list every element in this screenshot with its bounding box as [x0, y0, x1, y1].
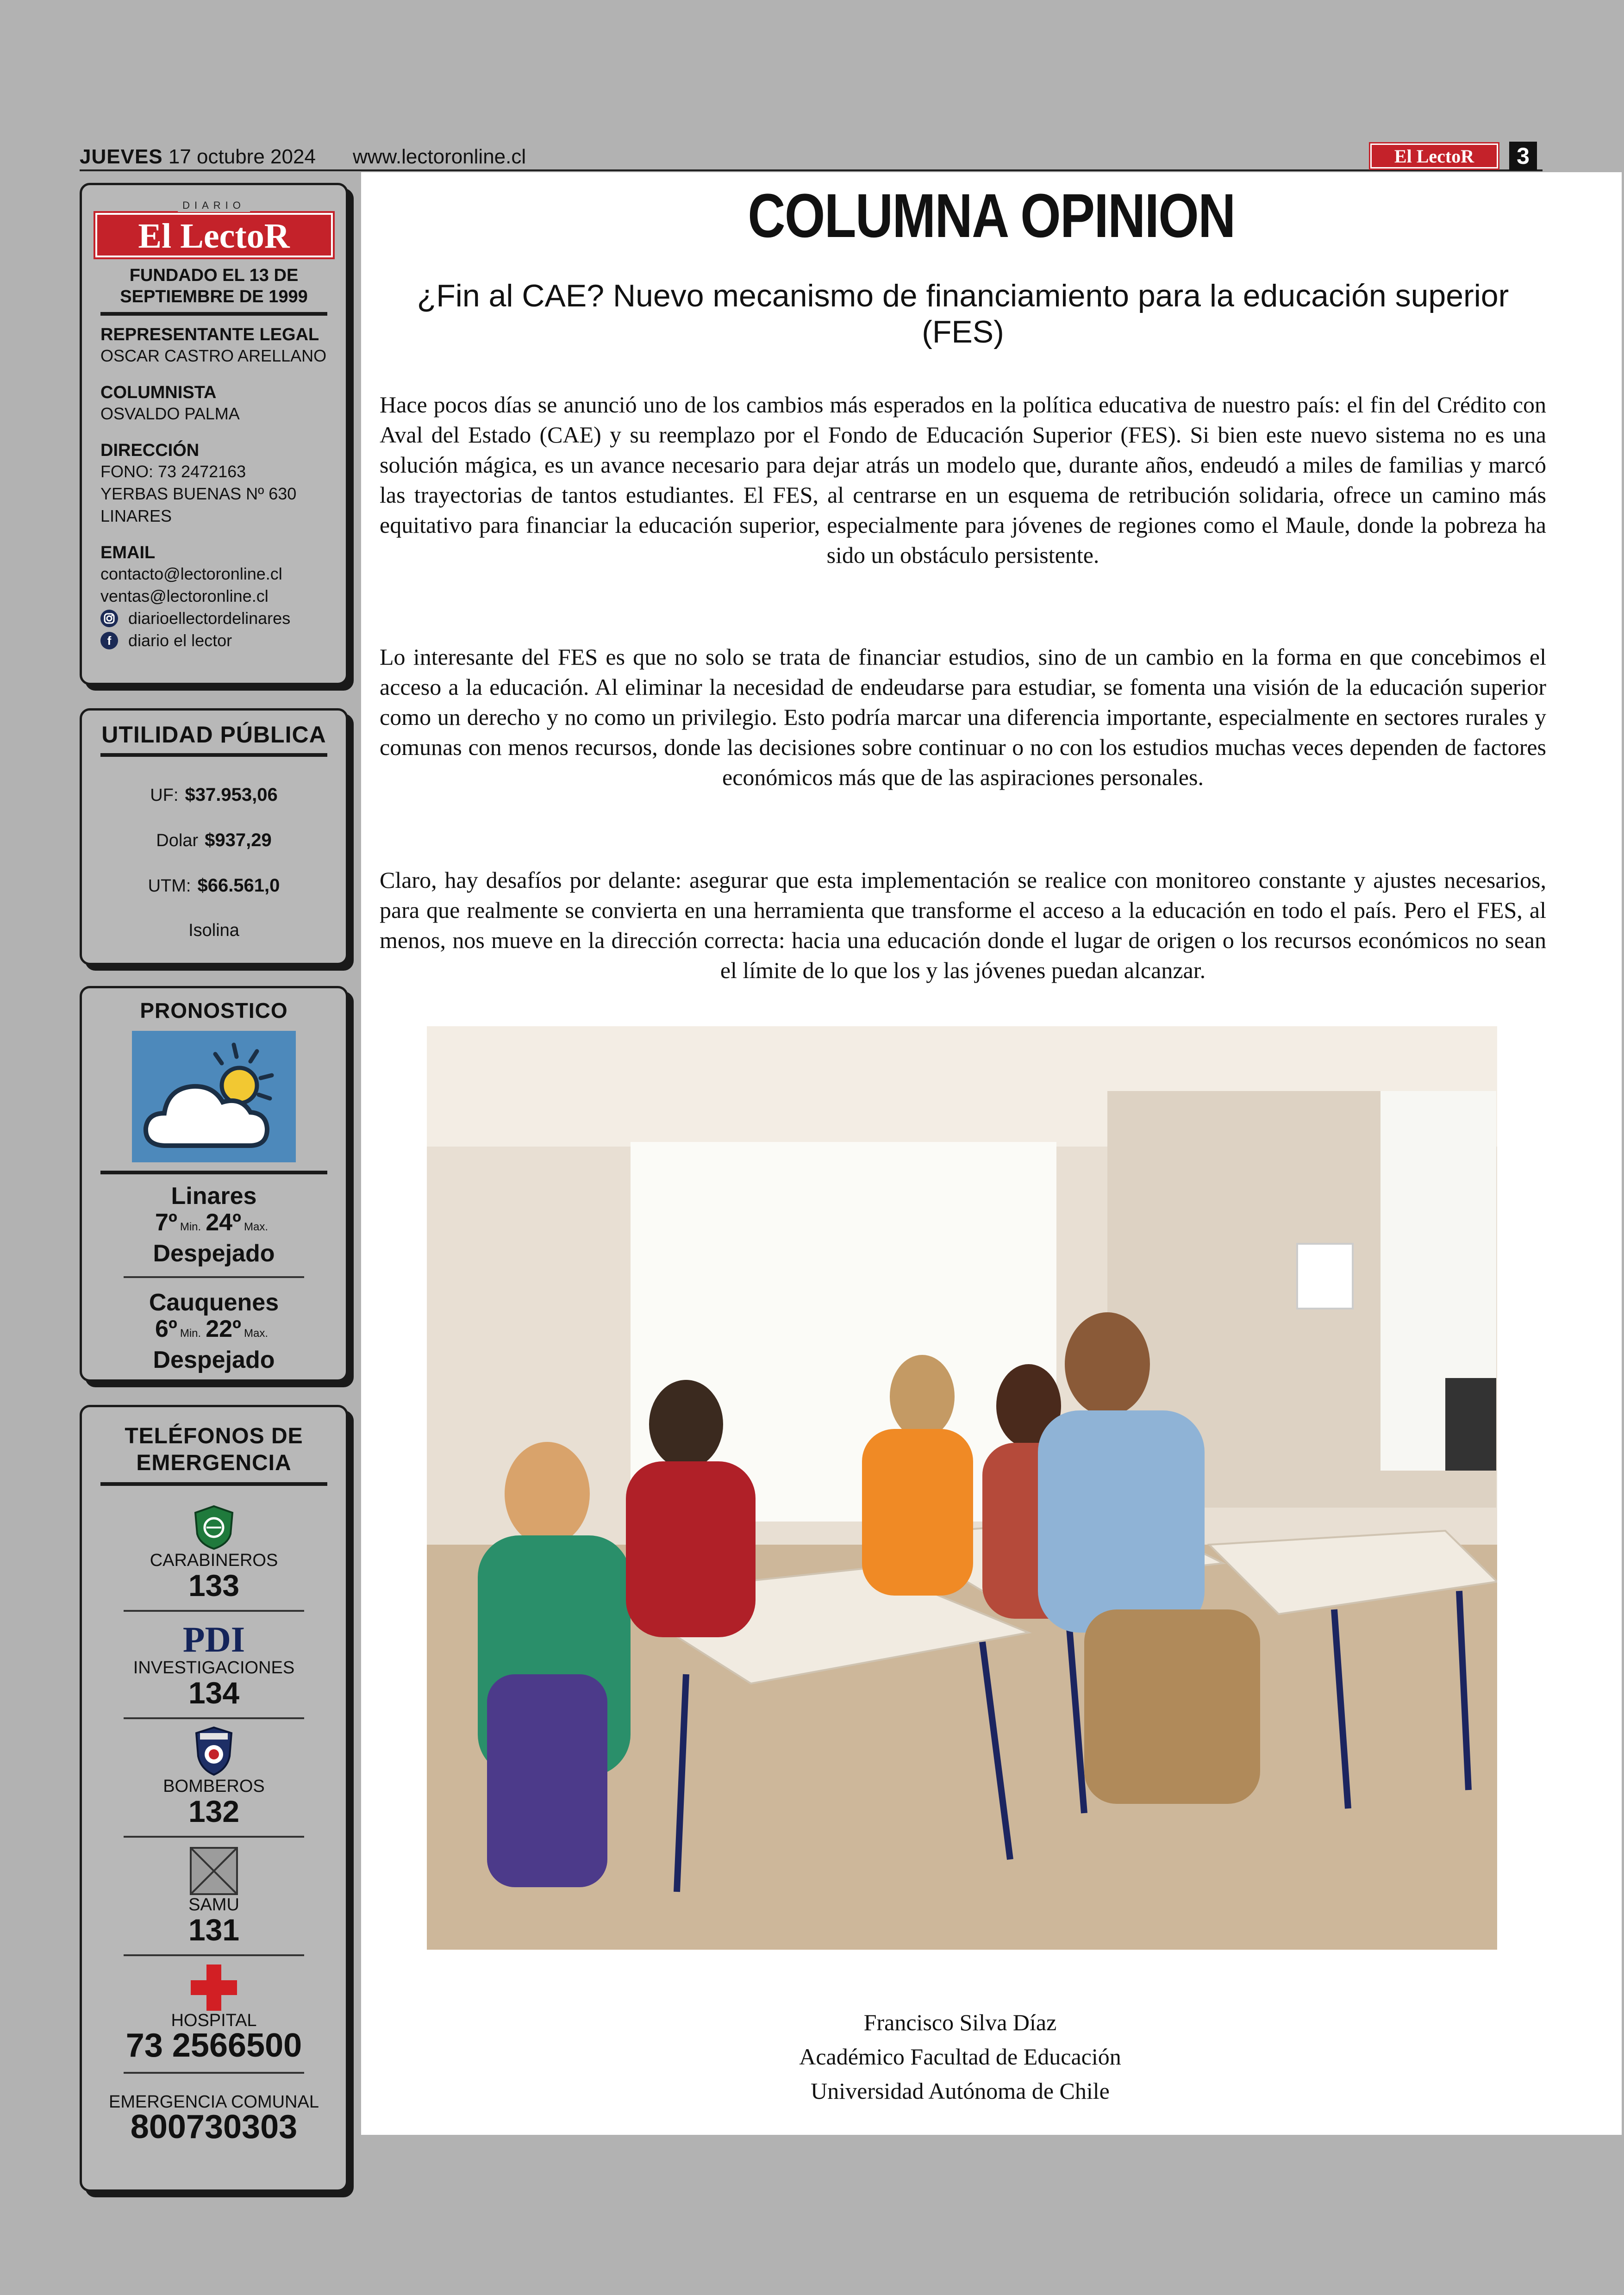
author-institution: Universidad Autónoma de Chile	[811, 2078, 1110, 2104]
forecast-cauquenes	[82, 1289, 346, 1373]
carabineros-entry	[82, 1504, 346, 1601]
emergency-title: TELÉFONOS DE EMERGENCIA	[125, 1424, 303, 1475]
legal-rep-name: OSCAR CASTRO ARELLANO	[100, 346, 327, 365]
address-label: DIRECCIÓN	[100, 441, 200, 460]
pdi-entry	[82, 1621, 346, 1708]
article-headline: ¿Fin al CAE? Nuevo mecanismo de financiamiento para la educación superior (FES)	[417, 278, 1509, 349]
partly-cloudy-icon	[132, 1031, 296, 1162]
newspaper-logo	[95, 200, 333, 257]
indicators-list	[82, 785, 346, 966]
isolina-row: Isolina	[188, 921, 239, 940]
columnist-label: COLUMNISTA	[100, 383, 217, 402]
pdi-label: INVESTIGACIONES	[133, 1658, 295, 1678]
facebook-icon: f	[100, 632, 118, 649]
article-area	[361, 172, 1622, 2135]
section-title: COLUMNA OPINION	[748, 181, 1235, 250]
divider	[124, 2072, 304, 2074]
street-address: YERBAS BUENAS Nº 630	[100, 484, 297, 503]
email-sales[interactable]: ventas@lectoronline.cl	[100, 586, 269, 605]
emergency-phones-box	[80, 1405, 348, 2192]
uf-label: UF:	[150, 786, 179, 805]
bomberos-number[interactable]: 132	[188, 1794, 240, 1828]
page-header	[80, 143, 1543, 171]
issue-date	[80, 145, 316, 168]
temp-max: 22º	[206, 1316, 242, 1342]
divider	[100, 1171, 327, 1174]
samu-entry	[82, 1844, 346, 1945]
forecast-temps	[82, 1210, 346, 1240]
pdi-logo	[82, 1621, 346, 1658]
forecast-condition: Despejado	[153, 1347, 275, 1373]
carabineros-number[interactable]: 133	[188, 1568, 240, 1603]
instagram-handle: diarioellectordelinares	[128, 609, 291, 628]
hospital-entry	[82, 1963, 346, 2064]
samu-number[interactable]: 131	[188, 1913, 240, 1947]
temp-min-label: Min.	[180, 1327, 201, 1340]
temp-max: 24º	[206, 1209, 242, 1236]
forecast-box	[80, 986, 348, 1382]
author-role: Académico Facultad de Educación	[799, 2044, 1121, 2070]
divider	[124, 1610, 304, 1612]
issue-date-text: 17 octubre 2024	[168, 145, 316, 168]
article-paragraph: Claro, hay desafíos por delante: asegurar que esta implementación se realice con monitoreo constante y ajustes necesarios, para que realmente se convierta en una herramienta que transforme el acceso a la educación en todo el país. Pero el FES, al menos, nos mueve en la dirección correcta: hacia una educación donde el lugar de origen o los recursos económicos no sean el límite de lo que los y las jóvenes puedan alcanzar.	[380, 867, 1546, 983]
carabineros-label: CARABINEROS	[150, 1551, 278, 1570]
classroom-photo	[427, 1026, 1497, 1950]
email-contact[interactable]: contacto@lectoronline.cl	[100, 564, 282, 583]
temp-min: 7º	[155, 1209, 177, 1236]
facebook-handle: diario el lector	[128, 631, 232, 650]
masthead-info	[82, 316, 346, 652]
forecast-city: Linares	[171, 1183, 257, 1210]
forecast-temps	[82, 1316, 346, 1347]
pdi-number[interactable]: 134	[188, 1676, 240, 1710]
bomberos-badge-icon	[82, 1726, 346, 1777]
hospital-number[interactable]: 73 2566500	[125, 2027, 302, 2064]
temp-min-label: Min.	[180, 1221, 201, 1233]
temp-min: 6º	[155, 1316, 177, 1342]
dolar-row	[82, 830, 346, 875]
divider	[124, 1836, 304, 1838]
page-number: 3	[1509, 142, 1537, 170]
comunal-number[interactable]: 800730303	[130, 2108, 298, 2145]
forecast-title: PRONOSTICO	[140, 998, 288, 1023]
bomberos-entry	[82, 1726, 346, 1827]
article-byline	[361, 2005, 1559, 2108]
forecast-linares	[82, 1183, 346, 1267]
uf-row	[82, 785, 346, 830]
forecast-condition: Despejado	[153, 1240, 275, 1267]
forecast-city: Cauquenes	[149, 1289, 279, 1316]
uf-value: $37.953,06	[185, 785, 278, 805]
masthead-box	[80, 183, 348, 685]
dolar-label: Dolar	[156, 831, 199, 850]
facebook-link[interactable]	[100, 630, 327, 652]
columnist-name: OSVALDO PALMA	[100, 404, 240, 423]
samu-label: SAMU	[188, 1895, 239, 1915]
logo-text: El LectoR	[138, 217, 290, 256]
comunal-label: EMERGENCIA COMUNAL	[109, 2092, 319, 2112]
site-url[interactable]: www.lectoronline.cl	[353, 145, 526, 168]
bomberos-label: BOMBEROS	[163, 1777, 265, 1796]
founded-text: FUNDADO EL 13 DE SEPTIEMBRE DE 1999	[120, 266, 308, 306]
temp-max-label: Max.	[244, 1221, 269, 1233]
divider	[124, 1954, 304, 1956]
hospital-label: HOSPITAL	[171, 2011, 257, 2030]
pdi-logo-text: PDI	[182, 1619, 245, 1659]
legal-rep-label: REPRESENTANTE LEGAL	[100, 325, 319, 344]
divider	[124, 1276, 304, 1278]
email-label: EMAIL	[100, 543, 156, 562]
instagram-link[interactable]	[100, 607, 327, 630]
author-name: Francisco Silva Díaz	[863, 2009, 1057, 2035]
utm-value: $66.561,0	[197, 875, 280, 896]
comunal-entry	[82, 2092, 346, 2145]
instagram-icon	[100, 610, 118, 627]
article-paragraph: Lo interesante del FES es que no solo se trata de financiar estudios, sino de un cambio en la forma en que concebimos el acceso a la educación. Al eliminar la necesidad de endeudarse para estudiar, se fomenta una visión de la educación superior como un derecho y no como un privilegio. Esto podría marcar una diferencia importante, especialmente en sectores rurales y comunas con menos recursos, donde las decisiones sobre continuar o no con los estudios muchas veces dependen de factores económicos más que de las aspiraciones personales.	[380, 644, 1546, 790]
city-name: LINARES	[100, 506, 172, 525]
divider	[124, 1717, 304, 1719]
issue-day: JUEVES	[80, 145, 163, 168]
divider	[100, 753, 327, 757]
dolar-value: $937,29	[205, 830, 272, 850]
divider	[100, 1482, 327, 1486]
red-cross-icon	[82, 1963, 346, 2011]
samu-icon	[82, 1844, 346, 1895]
header-logo: El LectoR	[1370, 143, 1498, 168]
phone-number: FONO: 73 2472163	[100, 462, 246, 481]
divider	[100, 312, 327, 316]
public-utility-box	[80, 708, 348, 965]
article-paragraph: Hace pocos días se anunció uno de los cambios más esperados en la política educativa de nuestro país: el fin del Crédito con Aval del Estado (CAE) y su reemplazo por el Fondo de Educación Superior (FES). Si bien este nuevo sistema no es una solución mágica, es un avance necesario para dejar atrás un modelo que, durante años, endeudó a miles de familias y marcó las trayectorias de tantos estudiantes. El FES, al centrarse en un esquema de retribución solidaria, ofrece un camino más equitativo para financiar la educación superior, especialmente para jóvenes de regiones como el Maule, donde la pobreza ha sido un obstáculo persistente.	[380, 392, 1546, 568]
logo-diario-label: DIARIO	[178, 199, 250, 212]
utm-label: UTM:	[148, 876, 191, 896]
public-utility-title: UTILIDAD PÚBLICA	[101, 722, 326, 748]
temp-max-label: Max.	[244, 1327, 269, 1340]
carabineros-badge-icon	[82, 1504, 346, 1551]
utm-row	[82, 875, 346, 921]
